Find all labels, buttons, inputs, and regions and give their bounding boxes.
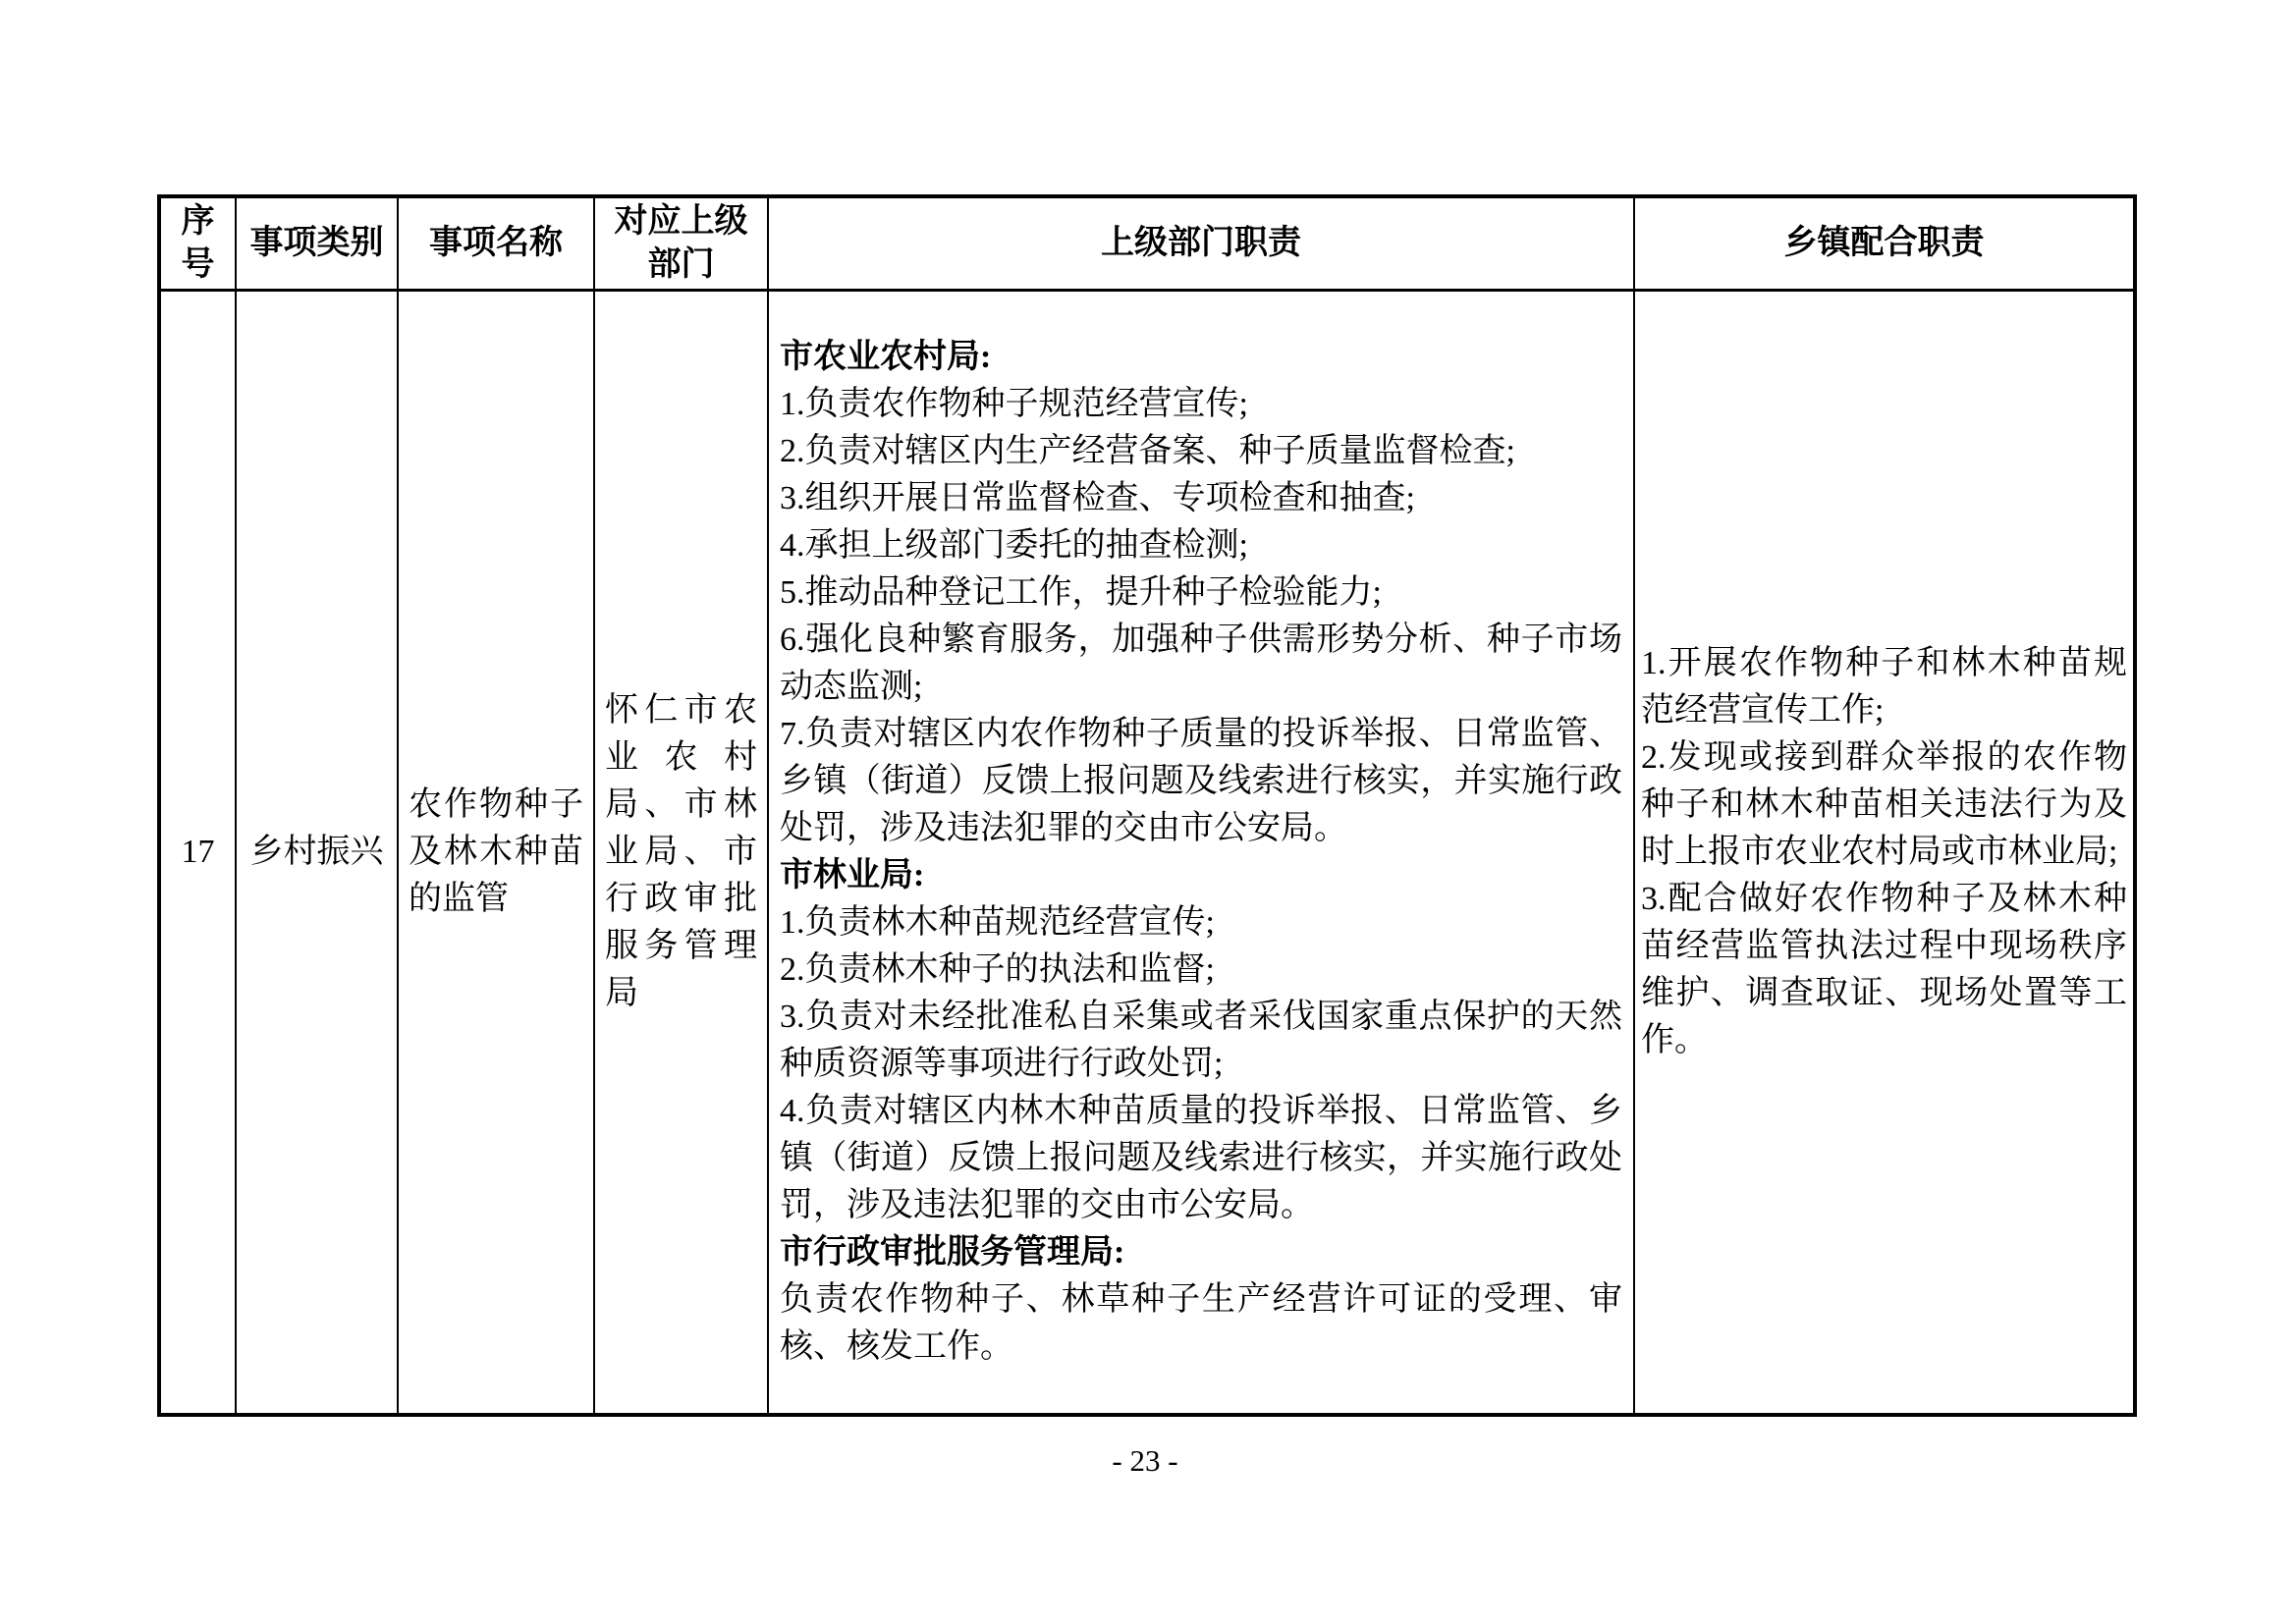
duty-section-header: 市农业农村局: xyxy=(780,338,992,375)
duty-line: 4.负责对辖区内林木种苗质量的投诉举报、日常监管、乡镇（街道）反馈上报问题及线索进行核实，并实施行政处罚，涉及违法犯罪的交由市公安局。 xyxy=(780,1092,1622,1223)
duty-line: 1.负责林木种苗规范经营宣传; xyxy=(780,903,1215,941)
table-row xyxy=(159,291,2135,1415)
header-item-name: 事项名称 xyxy=(398,196,594,291)
duty-line: 3.负责对未经批准私自采集或者采伐国家重点保护的天然种质资源等事项进行行政处罚; xyxy=(780,998,1622,1082)
cell-departments xyxy=(594,291,768,1415)
duty-line: 负责农作物种子、林草种子生产经营许可证的受理、审核、核发工作。 xyxy=(780,1280,1622,1365)
duty-line: 2.负责林木种子的执法和监督; xyxy=(780,950,1215,988)
item-name-text: 农作物种子及林木种苗的监管 xyxy=(409,785,583,917)
duty-section-header: 市林业局: xyxy=(780,856,925,893)
table-header-row xyxy=(159,196,2135,291)
township-duty-line: 2.发现或接到群众举报的农作物种子和林木种苗相关违法行为及时上报市农业农村局或市林业局; xyxy=(1641,738,2127,870)
header-serial: 序号 xyxy=(159,196,236,291)
cell-township-duties xyxy=(1634,291,2135,1415)
departments-text: 怀仁市农业农村局、市林业局、市行政审批服务管理局 xyxy=(605,691,757,1011)
township-duty-line: 3.配合做好农作物种子及林木种苗经营监管执法过程中现场秩序维护、调查取证、现场处置等工作。 xyxy=(1641,880,2127,1058)
cell-item-name xyxy=(398,291,594,1415)
duty-line: 3.组织开展日常监督检查、专项检查和抽查; xyxy=(780,479,1415,516)
responsibility-table xyxy=(157,194,2137,1417)
header-department: 对应上级部门 xyxy=(594,196,768,291)
duty-section-header: 市行政审批服务管理局: xyxy=(780,1233,1125,1271)
duty-line: 6.强化良种繁育服务，加强种子供需形势分析、种子市场动态监测; xyxy=(780,621,1622,705)
township-duty-line: 1.开展农作物种子和林木种苗规范经营宣传工作; xyxy=(1641,644,2127,729)
duty-line: 5.推动品种登记工作，提升种子检验能力; xyxy=(780,573,1382,611)
duty-line: 1.负责农作物种子规范经营宣传; xyxy=(780,385,1248,422)
header-category: 事项类别 xyxy=(236,196,398,291)
cell-serial: 17 xyxy=(159,291,236,1415)
page-number: - 23 - xyxy=(1112,1443,1178,1478)
header-superior-duties: 上级部门职责 xyxy=(768,196,1634,291)
cell-superior-duties xyxy=(768,291,1634,1415)
duty-line: 4.承担上级部门委托的抽查检测; xyxy=(780,526,1248,564)
duty-line: 7.负责对辖区内农作物种子质量的投诉举报、日常监管、乡镇（街道）反馈上报问题及线索进行核实，并实施行政处罚，涉及违法犯罪的交由市公安局。 xyxy=(780,715,1622,846)
cell-category: 乡村振兴 xyxy=(236,291,398,1415)
header-township-duties: 乡镇配合职责 xyxy=(1634,196,2135,291)
duty-line: 2.负责对辖区内生产经营备案、种子质量监督检查; xyxy=(780,432,1515,469)
